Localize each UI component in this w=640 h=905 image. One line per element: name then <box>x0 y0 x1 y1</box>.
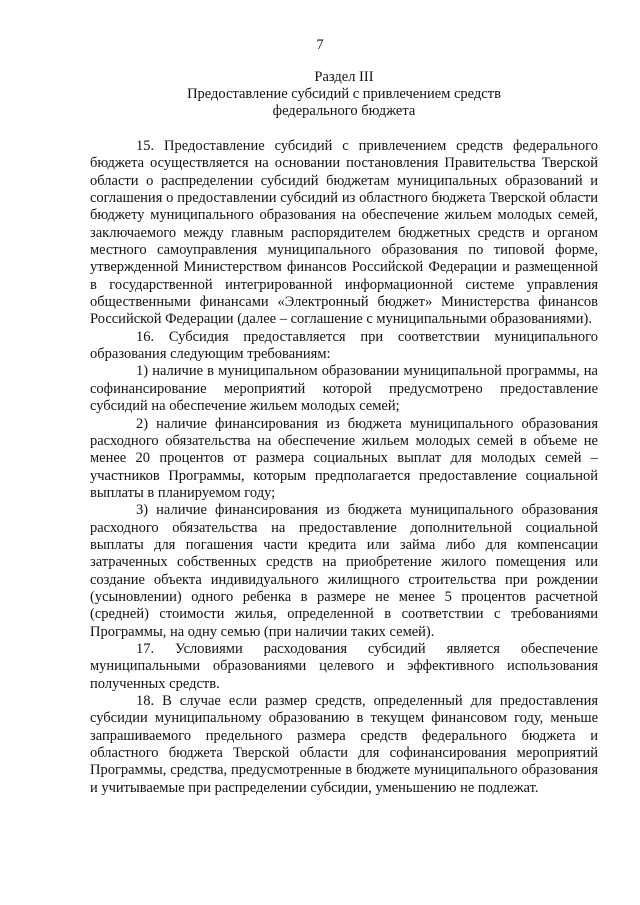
paragraph-16-item-1: 1) наличие в муниципальном образовании муниципальной программы, на софинансирование мероприятий которой предусмотрено предоставление субсидий на обеспечение жильем молодых семей; <box>90 363 598 415</box>
paragraph-15: 15. Предоставление субсидий с привлечением средств федерального бюджета осуществляется на основании постановления Правительства Тверской области о распределении субсидий бюджетам муниципальных образований и соглашения о предоставлении субсидий из областного бюджета Тверской области бюджету муниципального образования на обеспечение жильем молодых семей, заключаемого между главным распорядителем бюджетных средств и органом местного самоуправления муниципального образования по типовой форме, утвержденной Министерством финансов Российской Федерации и размещенной в государственной интегрированной информационной системе управления общественными финансами «Электронный бюджет» Министерства финансов Российской Федерации (далее – соглашение с муниципальными образованиями). <box>90 138 598 328</box>
paragraph-16: 16. Субсидия предоставляется при соответствии муниципального образования следующим требованиям: <box>90 328 598 363</box>
section-heading-line-1: Предоставление субсидий с привлечением средств <box>187 86 501 102</box>
paragraph-16-item-2: 2) наличие финансирования из бюджета муниципального образования расходного обязательства на обеспечение жильем молодых семей в объеме не менее 20 процентов от размера социальных выплат для молодых семей – участников Программы, которым предполагается предоставление социальной выплаты в планируемом году; <box>90 415 598 501</box>
paragraph-18: 18. В случае если размер средств, определенный для предоставления субсидии муниципальному образованию в текущем финансовом году, меньше запрашиваемого предельного размера средств федерального бюджета и областного бюджета Тверской области для софинансирования мероприятий Программы, средства, предусмотренные в бюджете муниципального образования и учитываемые при распределении субсидии, уменьшению не подлежат. <box>90 693 598 796</box>
section-heading-line-2: федерального бюджета <box>272 103 416 119</box>
page-number: 7 <box>316 37 324 53</box>
section-heading <box>90 69 598 120</box>
paragraph-16-item-3: 3) наличие финансирования из бюджета муниципального образования расходного обязательства на предоставление дополнительной социальной выплаты для погашения части кредита или займа либо для компенсации затраченных собственных средств на приобретение жилого помещения или создание объекта индивидуального жилищного строительства при рождении (усыновлении) одного ребенка в размере не менее 5 процентов расчетной (средней) стоимости жилья, определенной в соответствии с требованиями Программы, на одну семью (при наличии таких семей). <box>90 502 598 640</box>
paragraph-17: 17. Условиями расходования субсидий является обеспечение муниципальными образованиями целевого и эффективного использования полученных средств. <box>90 640 598 692</box>
document-body <box>90 138 598 797</box>
section-title: Раздел III <box>314 69 374 85</box>
